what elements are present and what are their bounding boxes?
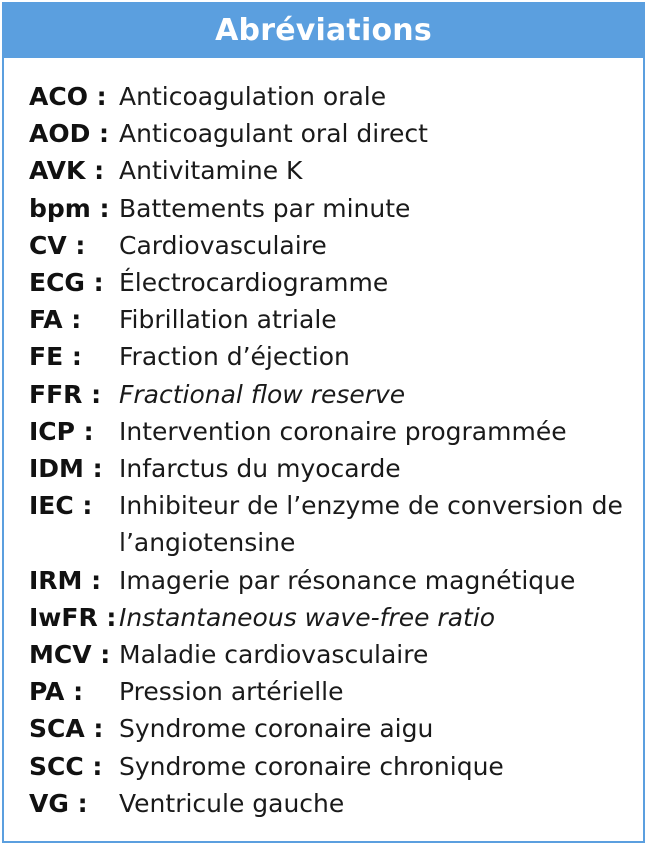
abbreviation-row (29, 376, 635, 413)
abbreviation-definition: Anticoagulation orale (119, 82, 387, 111)
abbreviation-definition: Antivitamine K (119, 156, 303, 186)
abbreviation-definition: Battements par minute (119, 193, 411, 223)
abbreviation-term: SCA : (29, 714, 104, 744)
abbreviation-definition: Électrocardiogramme (119, 268, 389, 298)
abbreviations-header (4, 4, 643, 58)
abbreviation-term: FA : (29, 305, 82, 335)
abbreviation-term: ECG : (29, 268, 104, 298)
abbreviation-term: CV : (29, 230, 86, 260)
abbreviation-definition: Inhibiteur de l’enzyme de conversion de l’angiotensine (119, 491, 623, 558)
abbreviation-definition: Maladie cardiovasculaire (119, 640, 429, 670)
abbreviation-definition: Imagerie par résonance magnétique (119, 565, 576, 595)
abbreviation-term: bpm : (29, 193, 110, 223)
abbreviation-term: IwFR : (29, 602, 117, 632)
abbreviation-row (29, 636, 635, 673)
abbreviation-definition: Fractional flow reserve (119, 379, 406, 409)
abbreviation-term: FE : (29, 342, 82, 372)
abbreviation-term: SCC : (29, 751, 103, 781)
abbreviation-term: MCV : (29, 640, 111, 670)
abbreviation-term: IDM : (29, 454, 103, 484)
abbreviation-row (29, 785, 635, 822)
abbreviation-definition: Fibrillation atriale (119, 305, 337, 335)
abbreviation-definition: Anticoagulant oral direct (119, 119, 428, 149)
abbreviation-term: VG : (29, 788, 88, 818)
abbreviation-definition: Instantaneous wave-free ratio (119, 602, 496, 632)
abbreviation-row (29, 450, 635, 487)
abbreviation-definition: Ventricule gauche (119, 788, 345, 818)
abbreviation-term: FFR : (29, 379, 102, 409)
abbreviation-row (29, 78, 635, 115)
abbreviation-definition: Intervention coronaire programmée (119, 416, 567, 446)
abbreviation-row (29, 413, 635, 450)
abbreviation-definition: Pression artérielle (119, 677, 344, 707)
abbreviation-definition: Fraction d’éjection (119, 342, 350, 372)
abbreviation-term: AOD : (29, 119, 110, 149)
abbreviation-row (29, 190, 635, 227)
abbreviation-row (29, 748, 635, 785)
abbreviation-term: IRM : (29, 565, 102, 595)
abbreviation-row (29, 487, 635, 561)
abbreviation-term: ACO : (29, 82, 107, 111)
abbreviation-definition: Infarctus du myocarde (119, 454, 401, 484)
abbreviation-term: ICP : (29, 416, 94, 446)
abbreviation-term: IEC : (29, 491, 93, 521)
abbreviation-row (29, 227, 635, 264)
abbreviation-term: PA : (29, 677, 84, 707)
abbreviation-row (29, 562, 635, 599)
abbreviation-row (29, 710, 635, 747)
abbreviation-row (29, 264, 635, 301)
abbreviation-row (29, 673, 635, 710)
abbreviations-list (29, 78, 635, 822)
abbreviation-row (29, 301, 635, 338)
abbreviation-definition: Cardiovasculaire (119, 230, 327, 260)
abbreviation-definition: Syndrome coronaire aigu (119, 714, 434, 744)
abbreviation-term: AVK : (29, 156, 105, 186)
abbreviations-box (2, 2, 645, 843)
abbreviations-title: Abréviations (215, 13, 432, 48)
abbreviation-row (29, 338, 635, 375)
abbreviation-row (29, 599, 635, 636)
abbreviation-definition: Syndrome coronaire chronique (119, 751, 504, 781)
abbreviation-row (29, 152, 635, 189)
abbreviation-row (29, 115, 635, 152)
